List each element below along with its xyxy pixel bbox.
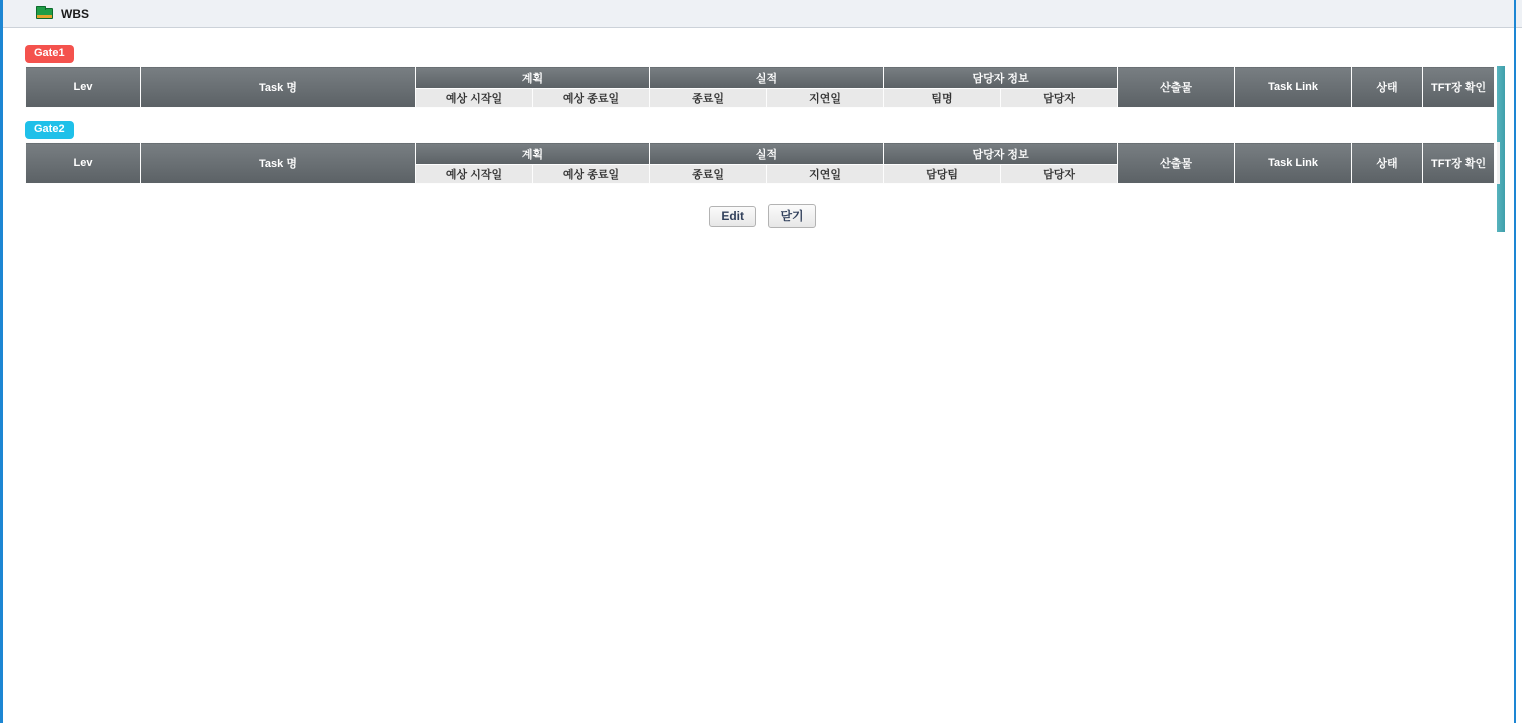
col-header-deliverable: 산출물 xyxy=(1118,67,1235,108)
gate1-scrollbar[interactable] xyxy=(1497,66,1500,108)
gate2-section xyxy=(25,119,1500,184)
col-header-plan-end: 예상 종료일 xyxy=(533,165,650,184)
col-header-plan-start: 예상 시작일 xyxy=(416,165,533,184)
col-group-actual: 실적 xyxy=(650,143,884,165)
edit-button[interactable]: Edit xyxy=(709,206,756,227)
col-header-owner: 담당자 xyxy=(1001,89,1118,108)
footer-buttons xyxy=(25,195,1500,228)
col-group-owner-info: 담당자 정보 xyxy=(884,67,1118,89)
col-header-plan-end: 예상 종료일 xyxy=(533,89,650,108)
content-area xyxy=(3,28,1522,228)
col-header-tft-confirm: TFT장 확인 xyxy=(1423,143,1495,184)
col-header-delay: 지연일 xyxy=(767,89,884,108)
col-group-owner-info: 담당자 정보 xyxy=(884,143,1118,165)
gate2-table xyxy=(25,142,1495,184)
wbs-folder-icon xyxy=(36,8,53,19)
col-header-team: 팀명 xyxy=(884,89,1001,108)
window-right-frame-line xyxy=(1514,0,1516,723)
col-header-task: Task 명 xyxy=(141,67,416,108)
col-header-delay: 지연일 xyxy=(767,165,884,184)
col-header-deliverable: 산출물 xyxy=(1118,143,1235,184)
col-header-task-link: Task Link xyxy=(1235,67,1352,108)
col-header-team: 담당팀 xyxy=(884,165,1001,184)
col-header-task: Task 명 xyxy=(141,143,416,184)
gate1-table xyxy=(25,66,1495,108)
col-header-owner: 담당자 xyxy=(1001,165,1118,184)
col-header-task-link: Task Link xyxy=(1235,143,1352,184)
col-header-lev: Lev xyxy=(26,67,141,108)
titlebar xyxy=(3,0,1522,28)
col-group-plan: 계획 xyxy=(416,143,650,165)
col-header-lev: Lev xyxy=(26,143,141,184)
close-button[interactable]: 닫기 xyxy=(768,204,815,228)
col-group-plan: 계획 xyxy=(416,67,650,89)
col-header-status: 상태 xyxy=(1352,67,1423,108)
col-header-actual-end: 종료일 xyxy=(650,165,767,184)
col-group-actual: 실적 xyxy=(650,67,884,89)
col-header-status: 상태 xyxy=(1352,143,1423,184)
col-header-actual-end: 종료일 xyxy=(650,89,767,108)
gate2-scrollbar[interactable] xyxy=(1497,142,1500,184)
col-header-plan-start: 예상 시작일 xyxy=(416,89,533,108)
gate1-badge: Gate1 xyxy=(25,45,74,63)
col-header-tft-confirm: TFT장 확인 xyxy=(1423,67,1495,108)
gate2-badge: Gate2 xyxy=(25,121,74,139)
window-title: WBS xyxy=(61,6,89,21)
gate1-section xyxy=(25,43,1500,108)
